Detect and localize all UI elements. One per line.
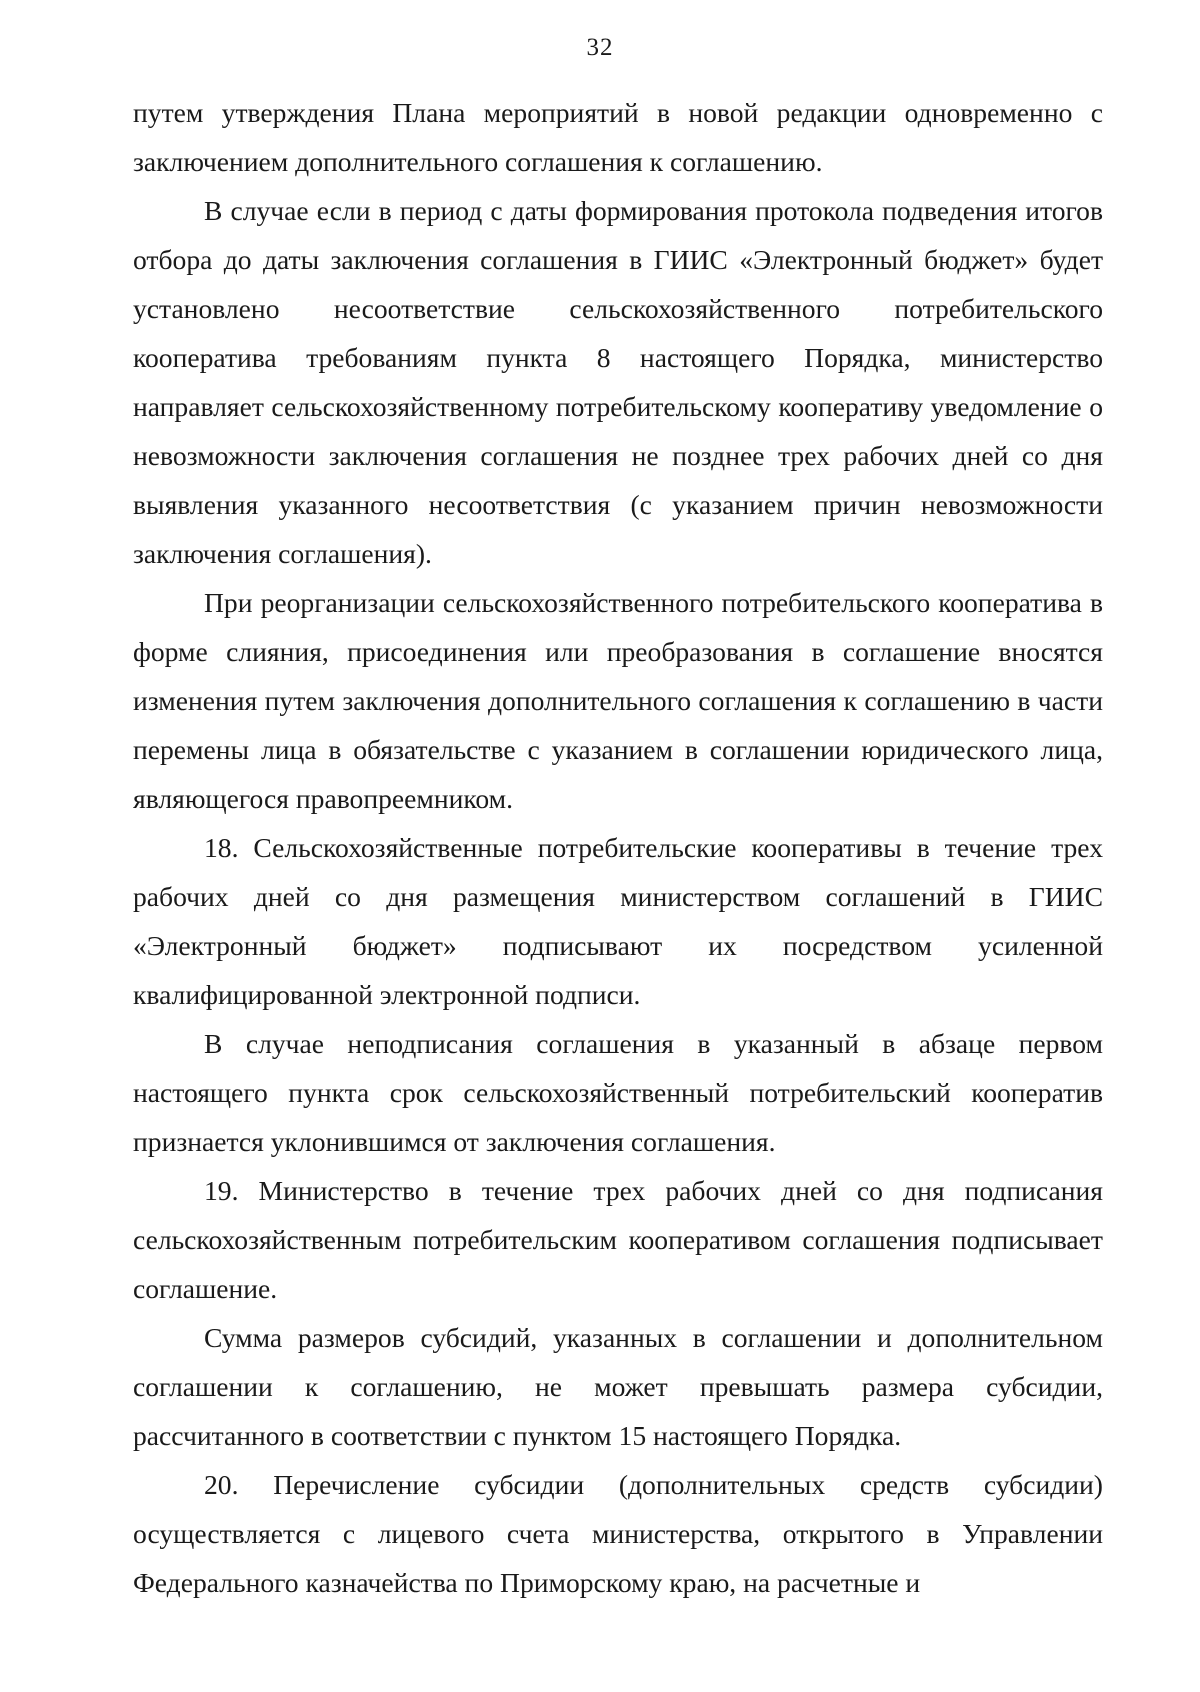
paragraph-non-signing: В случае неподписания соглашения в указанный в абзаце первом настоящего пункта срок сельскохозяйственный потребительский кооператив признается уклонившимся от заключения соглашения. [133, 1028, 1103, 1157]
paragraph-item-20: 20. Перечисление субсидии (дополнительных средств субсидии) осуществляется с лицевого счета министерства, открытого в Управлении Федерального казначейства по Приморскому краю, на расчетные и [133, 1469, 1103, 1598]
paragraph-reorganization: При реорганизации сельскохозяйственного потребительского кооператива в форме слияния, присоединения или преобразования в соглашение вносятся изменения путем заключения дополнительного соглашения к соглашению в части перемены лица в обязательстве с указанием в соглашении юридического лица, являющегося правопреемником. [133, 587, 1103, 814]
paragraph-item-19: 19. Министерство в течение трех рабочих дней со дня подписания сельскохозяйственным потребительским кооперативом соглашения подписывает соглашение. [133, 1175, 1103, 1304]
paragraph-item-18: 18. Сельскохозяйственные потребительские кооперативы в течение трех рабочих дней со дня размещения министерством соглашений в ГИИС «Электронный бюджет» подписывают их посредством усиленной квалифицированной электронной подписи. [133, 832, 1103, 1010]
paragraph-subsidy-sum: Сумма размеров субсидий, указанных в соглашении и дополнительном соглашении к соглашению, не может превышать размера субсидии, рассчитанного в соответствии с пунктом 15 настоящего Порядка. [133, 1322, 1103, 1451]
paragraph-mismatch-notice: В случае если в период с даты формирования протокола подведения итогов отбора до даты заключения соглашения в ГИИС «Электронный бюджет» будет установлено несоответствие сельскохозяйственного потребительского кооператива требованиям пункта 8 настоящего Порядка, министерство направляет сельскохозяйственному потребительскому кооперативу уведомление о невозможности заключения соглашения не позднее трех рабочих дней со дня выявления указанного несоответствия (с указанием причин невозможности заключения соглашения). [133, 195, 1103, 569]
page-number: 32 [586, 34, 614, 61]
document-body [133, 88, 1103, 1607]
paragraph-continuation: путем утверждения Плана мероприятий в новой редакции одновременно с заключением дополнительного соглашения к соглашению. [133, 97, 1103, 177]
